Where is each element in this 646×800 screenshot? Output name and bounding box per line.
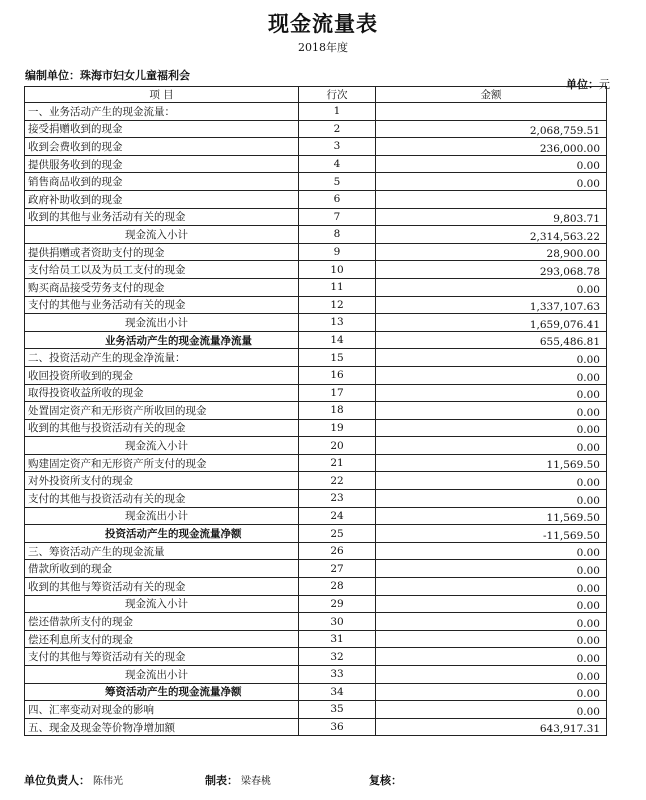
- table-row: [25, 578, 607, 596]
- table-row: [25, 718, 607, 736]
- row-seq: 13: [299, 314, 376, 332]
- row-seq: 3: [299, 138, 376, 156]
- row-seq: 33: [299, 666, 376, 684]
- table-row: [25, 701, 607, 719]
- table-row: [25, 155, 607, 173]
- row-seq: 16: [299, 366, 376, 384]
- row-amount: 1,337,107.63: [376, 296, 607, 314]
- table-row: [25, 648, 607, 666]
- table-row: [25, 525, 607, 543]
- row-seq: 1: [299, 103, 376, 121]
- row-item: 支付的其他与投资活动有关的现金: [25, 490, 299, 508]
- row-item: 销售商品收到的现金: [25, 173, 299, 191]
- row-item: 五、现金及现金等价物净增加额: [25, 718, 299, 736]
- row-amount: 2,068,759.51: [376, 120, 607, 138]
- table-row: [25, 490, 607, 508]
- row-item: 收到会费收到的现金: [25, 138, 299, 156]
- row-amount: 0.00: [376, 173, 607, 191]
- table-row: [25, 630, 607, 648]
- preparer-label: 制表：: [205, 774, 238, 787]
- row-item: 现金流出小计: [25, 314, 299, 332]
- row-amount: 0.00: [376, 402, 607, 420]
- row-item: 现金流入小计: [25, 437, 299, 455]
- row-item: 现金流出小计: [25, 666, 299, 684]
- row-item: 取得投资收益所收的现金: [25, 384, 299, 402]
- header-seq: 行次: [299, 87, 376, 103]
- row-item: 提供捐赠或者资助支付的现金: [25, 243, 299, 261]
- row-item: 现金流入小计: [25, 595, 299, 613]
- responsible-person-label: 单位负责人：: [24, 774, 90, 787]
- row-seq: 20: [299, 437, 376, 455]
- report-year: 2018年度: [298, 41, 348, 54]
- row-item: 收到的其他与业务活动有关的现金: [25, 208, 299, 226]
- row-amount: 11,569.50: [376, 454, 607, 472]
- header-amount: 金额: [376, 87, 607, 103]
- row-item: 现金流出小计: [25, 507, 299, 525]
- row-seq: 18: [299, 402, 376, 420]
- row-seq: 17: [299, 384, 376, 402]
- page-title: 现金流量表: [268, 11, 378, 36]
- row-item: 一、业务活动产生的现金流量：: [25, 103, 299, 121]
- table-row: [25, 278, 607, 296]
- row-seq: 7: [299, 208, 376, 226]
- row-seq: 11: [299, 278, 376, 296]
- table-row: [25, 173, 607, 191]
- row-item: 三、筹资活动产生的现金流量: [25, 542, 299, 560]
- row-seq: 34: [299, 683, 376, 701]
- table-row: [25, 454, 607, 472]
- row-seq: 12: [299, 296, 376, 314]
- reporting-entity-label: 编制单位：: [25, 69, 80, 82]
- row-amount: 0.00: [376, 384, 607, 402]
- row-seq: 10: [299, 261, 376, 279]
- preparer: [205, 772, 271, 788]
- reporting-entity-name: 珠海市妇女儿童福利会: [80, 69, 190, 82]
- cash-flow-table: [24, 86, 607, 736]
- row-amount: 0.00: [376, 613, 607, 631]
- row-seq: 28: [299, 578, 376, 596]
- table-row: [25, 595, 607, 613]
- row-amount: 0.00: [376, 578, 607, 596]
- reviewer-label: 复核：: [369, 774, 402, 787]
- table-row: [25, 402, 607, 420]
- row-amount: 11,569.50: [376, 507, 607, 525]
- row-amount: 0.00: [376, 437, 607, 455]
- row-seq: 19: [299, 419, 376, 437]
- table-row: [25, 419, 607, 437]
- row-seq: 15: [299, 349, 376, 367]
- table-row: [25, 243, 607, 261]
- row-seq: 25: [299, 525, 376, 543]
- row-item: 借款所收到的现金: [25, 560, 299, 578]
- row-seq: 32: [299, 648, 376, 666]
- row-amount: 2,314,563.22: [376, 226, 607, 244]
- row-seq: 30: [299, 613, 376, 631]
- table-row: [25, 613, 607, 631]
- row-seq: 27: [299, 560, 376, 578]
- row-item: 四、汇率变动对现金的影响: [25, 701, 299, 719]
- row-item: 偿还利息所支付的现金: [25, 630, 299, 648]
- row-amount: 0.00: [376, 490, 607, 508]
- row-item: 投资活动产生的现金流量净额: [25, 525, 299, 543]
- table-row: [25, 208, 607, 226]
- row-item: 提供服务收到的现金: [25, 155, 299, 173]
- row-seq: 14: [299, 331, 376, 349]
- row-seq: 4: [299, 155, 376, 173]
- row-item: 接受捐赠收到的现金: [25, 120, 299, 138]
- table-row: [25, 226, 607, 244]
- row-seq: 6: [299, 190, 376, 208]
- row-seq: 5: [299, 173, 376, 191]
- responsible-person-name: 陈伟光: [93, 776, 123, 787]
- row-item: 对外投资所支付的现金: [25, 472, 299, 490]
- row-amount: 0.00: [376, 472, 607, 490]
- row-seq: 24: [299, 507, 376, 525]
- reporting-entity: [25, 67, 190, 83]
- table-row: [25, 190, 607, 208]
- table-row: [25, 683, 607, 701]
- row-amount: 0.00: [376, 419, 607, 437]
- table-row: [25, 331, 607, 349]
- row-item: 政府补助收到的现金: [25, 190, 299, 208]
- row-item: 收回投资所收到的现金: [25, 366, 299, 384]
- table-row: [25, 349, 607, 367]
- row-amount: 0.00: [376, 683, 607, 701]
- row-seq: 29: [299, 595, 376, 613]
- table-row: [25, 542, 607, 560]
- row-amount: 655,486.81: [376, 331, 607, 349]
- row-seq: 35: [299, 701, 376, 719]
- row-item: 收到的其他与投资活动有关的现金: [25, 419, 299, 437]
- table-row: [25, 138, 607, 156]
- row-item: 收到的其他与筹资活动有关的现金: [25, 578, 299, 596]
- row-amount: 28,900.00: [376, 243, 607, 261]
- row-amount: 0.00: [376, 278, 607, 296]
- row-item: 支付的其他与业务活动有关的现金: [25, 296, 299, 314]
- row-amount: -11,569.50: [376, 525, 607, 543]
- row-amount: 0.00: [376, 366, 607, 384]
- row-seq: 31: [299, 630, 376, 648]
- row-amount: 236,000.00: [376, 138, 607, 156]
- table-row: [25, 560, 607, 578]
- row-item: 偿还借款所支付的现金: [25, 613, 299, 631]
- row-amount: 0.00: [376, 666, 607, 684]
- table-row: [25, 472, 607, 490]
- reviewer: [369, 772, 402, 788]
- preparer-name: 梁春桃: [241, 776, 271, 787]
- row-seq: 9: [299, 243, 376, 261]
- row-seq: 2: [299, 120, 376, 138]
- row-item: 二、投资活动产生的现金净流量：: [25, 349, 299, 367]
- table-row: [25, 296, 607, 314]
- table-row: [25, 507, 607, 525]
- responsible-person: [24, 772, 123, 788]
- table-row: [25, 384, 607, 402]
- row-item: 支付的其他与筹资活动有关的现金: [25, 648, 299, 666]
- row-item: 支付给员工以及为员工支付的现金: [25, 261, 299, 279]
- row-amount: 0.00: [376, 542, 607, 560]
- row-amount: 643,917.31: [376, 718, 607, 736]
- row-amount: 0.00: [376, 560, 607, 578]
- row-item: 处置固定资产和无形资产所收回的现金: [25, 402, 299, 420]
- table-header-row: [25, 87, 607, 103]
- row-item: 业务活动产生的现金流量净流量: [25, 331, 299, 349]
- row-seq: 22: [299, 472, 376, 490]
- row-amount: 0.00: [376, 349, 607, 367]
- row-amount: 293,068.78: [376, 261, 607, 279]
- row-amount: 0.00: [376, 701, 607, 719]
- table-row: [25, 120, 607, 138]
- row-amount: [376, 103, 607, 121]
- currency-unit-value: 元: [599, 78, 610, 91]
- row-seq: 36: [299, 718, 376, 736]
- row-amount: 9,803.71: [376, 208, 607, 226]
- row-amount: 1,659,076.41: [376, 314, 607, 332]
- table-row: [25, 366, 607, 384]
- row-amount: 0.00: [376, 155, 607, 173]
- row-amount: [376, 190, 607, 208]
- row-seq: 23: [299, 490, 376, 508]
- table-row: [25, 103, 607, 121]
- header-item: 项 目: [25, 87, 299, 103]
- row-amount: 0.00: [376, 630, 607, 648]
- row-item: 购建固定资产和无形资产所支付的现金: [25, 454, 299, 472]
- table-row: [25, 437, 607, 455]
- row-item: 筹资活动产生的现金流量净额: [25, 683, 299, 701]
- table-row: [25, 314, 607, 332]
- row-seq: 26: [299, 542, 376, 560]
- row-amount: 0.00: [376, 595, 607, 613]
- row-item: 购买商品接受劳务支付的现金: [25, 278, 299, 296]
- currency-unit-label: 单位：: [566, 78, 599, 91]
- row-item: 现金流入小计: [25, 226, 299, 244]
- row-seq: 21: [299, 454, 376, 472]
- table-row: [25, 666, 607, 684]
- row-seq: 8: [299, 226, 376, 244]
- table-row: [25, 261, 607, 279]
- row-amount: 0.00: [376, 648, 607, 666]
